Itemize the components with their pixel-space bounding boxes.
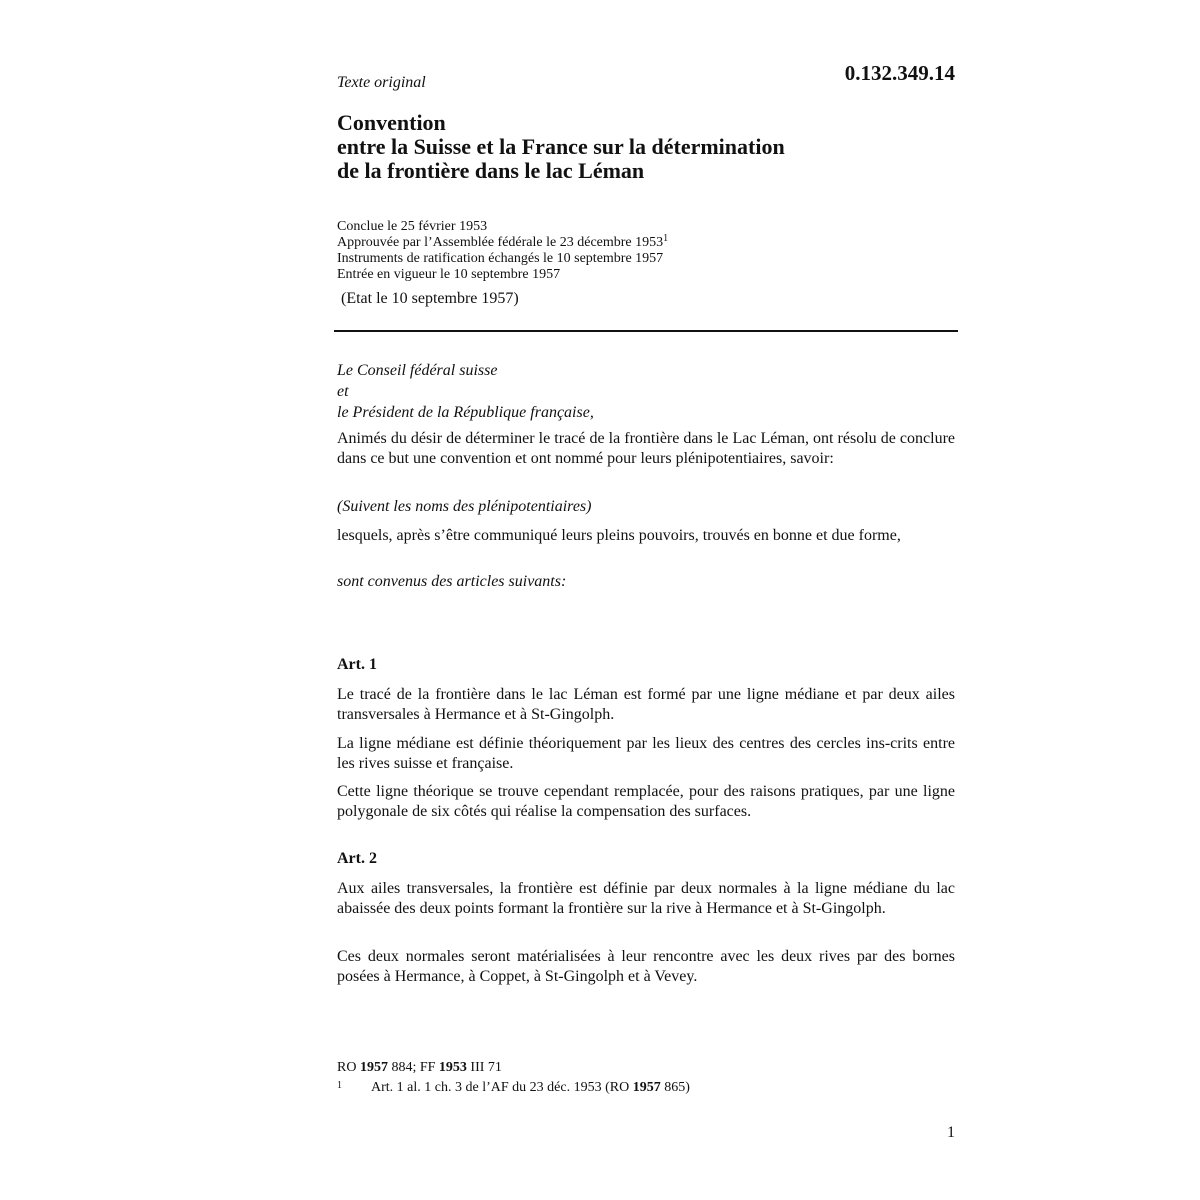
party-conjunction: et	[337, 383, 349, 400]
party-swiss: Le Conseil fédéral suisse	[337, 362, 498, 379]
footnote-ref: 1	[663, 233, 669, 244]
article-1-paragraph-1: Le tracé de la frontière dans le lac Léman est formé par une ligne médiane et par deux ailes transversales à Hermance et à St-Gingolph.	[337, 686, 955, 723]
preamble-parties	[337, 360, 955, 423]
agreed-articles-intro: sont convenus des articles suivants:	[337, 573, 567, 590]
preamble-paragraph-2: lesquels, après s’être communiqué leurs pleins pouvoirs, trouvés en bonne et due forme,	[337, 527, 901, 544]
plenipotentiaries-note: (Suivent les noms des plénipotentiaires)	[337, 498, 592, 515]
official-compilation-reference: RO 1957 884; FF 1953 III 71	[337, 1060, 502, 1075]
title-line-2: entre la Suisse et la France sur la détermination	[337, 134, 785, 159]
document-title	[337, 111, 957, 183]
page-number: 1	[947, 1124, 955, 1141]
sr-number: 0.132.349.14	[844, 61, 955, 85]
title-line-1: Convention	[337, 110, 446, 135]
article-1-paragraph-2: La ligne médiane est définie théoriquement par les lieux des centres des cercles ins-crits entre les rives suisse et française.	[337, 735, 955, 772]
state-date: (Etat le 10 septembre 1957)	[341, 290, 519, 307]
approved-date: Approuvée par l’Assemblée fédérale le 23 décembre 1953$^1$	[337, 233, 669, 250]
footnote-1: 1 Art. 1 al. 1 ch. 3 de l’AF du 23 déc. 1953 (RO 1957 865)	[337, 1077, 957, 1097]
footer-notes	[337, 1059, 957, 1097]
ratification-date: Instruments de ratification échangés le 10 septembre 1957	[337, 251, 664, 266]
concluded-date: Conclue le 25 février 1953	[337, 219, 488, 234]
original-text-label: Texte original	[337, 74, 426, 91]
article-2-paragraph-2: Ces deux normales seront matérialisées à leur rencontre avec les deux rives par des bornes posées à Hermance, à Coppet, à St-Gingolph et à Vevey.	[337, 948, 955, 985]
article-2-paragraph-1: Aux ailes transversales, la frontière est définie par deux normales à la ligne médiane du lac abaissée des deux points formant la frontière sur la rive à Hermance et à St-Gingolph.	[337, 880, 955, 917]
article-2-heading: Art. 2	[337, 850, 377, 867]
footnote-mark: 1	[337, 1080, 342, 1091]
party-french: le Président de la République française,	[337, 404, 594, 421]
article-1-paragraph-3: Cette ligne théorique se trouve cependant remplacée, pour des raisons pratiques, par une ligne polygonale de six côtés qui réalise la compensation des surfaces.	[337, 783, 955, 820]
article-1-heading: Art. 1	[337, 656, 377, 673]
in-force-date: Entrée en vigueur le 10 septembre 1957	[337, 267, 561, 282]
header-divider	[334, 330, 958, 332]
title-line-3: de la frontière dans le lac Léman	[337, 158, 645, 183]
preamble-paragraph-1: Animés du désir de déterminer le tracé de la frontière dans le Lac Léman, ont résolu de conclure dans ce but une convention et ont nommé pour leurs plénipotentiaires, savoir:	[337, 430, 955, 467]
document-metadata	[337, 219, 957, 283]
